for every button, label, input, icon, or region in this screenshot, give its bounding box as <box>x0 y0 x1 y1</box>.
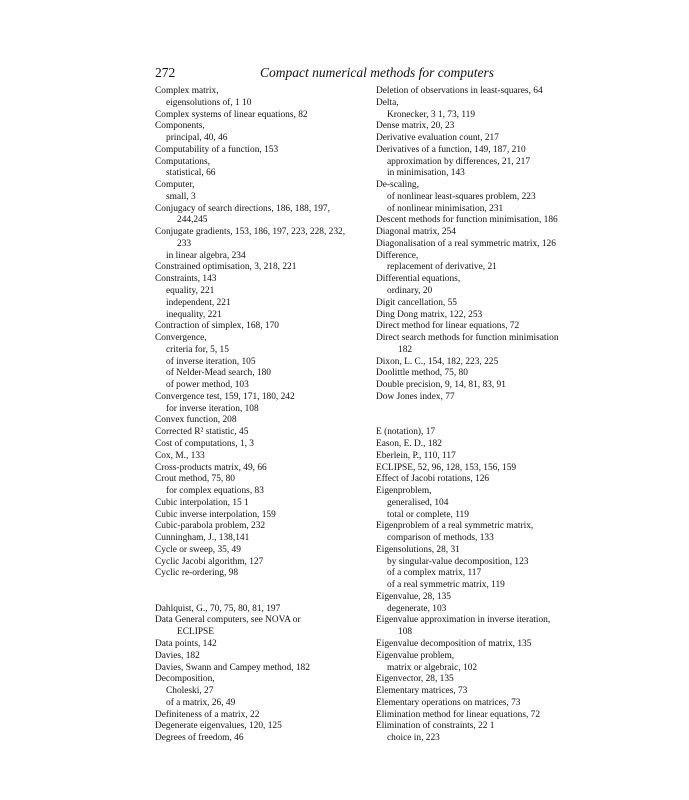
index-entry: Dow Jones index, 77 <box>376 391 455 402</box>
index-entry: Convergence test, 159, 171, 180, 242 <box>155 391 295 402</box>
index-entry: Eigenproblem of a real symmetric matrix, <box>376 521 534 532</box>
index-entry: Crout method, 75, 80 <box>155 474 235 485</box>
index-subentry: 233 <box>177 238 192 249</box>
index-subentry: Kronecker, 3 1, 73, 119 <box>387 109 476 120</box>
index-subentry: of Nelder-Mead search, 180 <box>166 368 271 379</box>
index-subentry: by singular-value decomposition, 123 <box>387 556 529 567</box>
index-subentry: of inverse iteration, 105 <box>166 356 256 367</box>
index-spacer <box>155 592 360 604</box>
index-entry: Eason, E. D., 182 <box>376 438 442 449</box>
index-entry: Digit cancellation, 55 <box>376 297 457 308</box>
index-entry: Definiteness of a matrix, 22 <box>155 709 260 720</box>
index-entry: Direct method for linear equations, 72 <box>376 321 520 332</box>
index-entry: ECLIPSE, 52, 96, 128, 153, 156, 159 <box>376 462 517 473</box>
index-subentry: of nonlinear least-squares problem, 223 <box>387 191 536 202</box>
index-subentry: statistical, 66 <box>166 168 216 179</box>
index-subentry: Choleski, 27 <box>166 686 214 697</box>
index-entry: De-scaling, <box>376 180 419 191</box>
index-subentry: independent, 221 <box>166 297 231 308</box>
index-subentry: of nonlinear minimisation, 231 <box>387 203 504 214</box>
index-subentry: small, 3 <box>166 191 196 202</box>
index-entry: Eigenvalue decomposition of matrix, 135 <box>376 638 532 649</box>
index-entry: Eberlein, P., 110, 117 <box>376 450 456 461</box>
index-entry: Double precision, 9, 14, 81, 83, 91 <box>376 380 506 391</box>
index-entry: Davies, 182 <box>155 650 200 661</box>
index-subentry: in linear algebra, 234 <box>166 250 246 261</box>
index-entry: Cross-products matrix, 49, 66 <box>155 462 267 473</box>
index-entry: Data points, 142 <box>155 638 217 649</box>
index-entry: Data General computers, see NOVA or <box>155 615 301 626</box>
index-entry: Eigensolutions, 28, 31 <box>376 544 460 555</box>
index-entry: Cox, M., 133 <box>155 450 205 461</box>
index-entry: Eigenvector, 28, 135 <box>376 674 454 685</box>
index-entry: Degrees of freedom, 46 <box>155 733 244 744</box>
index-entry: Computations, <box>155 156 210 167</box>
index-entry: Diagonal matrix, 254 <box>376 227 456 238</box>
index-spacer <box>376 404 591 416</box>
index-entry: Contraction of simplex, 168, 170 <box>155 321 279 332</box>
index-entry: Corrected R² statistic, 45 <box>155 427 249 438</box>
index-entry: Components, <box>155 121 205 132</box>
index-entry: Elementary matrices, 73 <box>376 686 468 697</box>
index-entry: Conjugate gradients, 153, 186, 197, 223, 228, 232, <box>155 227 346 238</box>
index-entry: Cubic-parabola problem, 232 <box>155 521 266 532</box>
index-subentry: for complex equations, 83 <box>166 486 264 497</box>
index-entry: Cunningham, J., 138,141 <box>155 533 250 544</box>
page-number: 272 <box>155 65 176 80</box>
index-entry: Decomposition, <box>155 674 215 685</box>
index-entry: Constraints, 143 <box>155 274 217 285</box>
index-subentry: ECLIPSE <box>177 627 214 638</box>
index-subentry: for inverse iteration, 108 <box>166 403 259 414</box>
index-entry: Eigenvalue, 28, 135 <box>376 591 451 602</box>
index-left-column <box>155 86 360 745</box>
index-entry: Direct search methods for function minimisation <box>376 333 559 344</box>
index-subentry: 182 <box>398 344 413 355</box>
index-spacer <box>155 580 360 592</box>
index-entry: Eigenvalue problem, <box>376 650 455 661</box>
index-subentry: replacement of derivative, 21 <box>387 262 497 273</box>
index-subentry: matrix or algebraic, 102 <box>387 662 478 673</box>
index-subentry: generalised, 104 <box>387 497 449 508</box>
index-subentry: 108 <box>398 627 413 638</box>
index-right-column <box>376 86 591 745</box>
index-subentry: degenerate, 103 <box>387 603 447 614</box>
index-entry: Eigenvalue approximation in inverse iteration, <box>376 615 551 626</box>
index-entry: Computer, <box>155 180 195 191</box>
index-entry: Convex function, 208 <box>155 415 237 426</box>
index-entry: Elimination of constraints, 22 1 <box>376 721 495 732</box>
index-subentry: choice in, 223 <box>387 733 440 744</box>
index-entry: E (notation), 17 <box>376 427 436 438</box>
index-entry: Conjugacy of search directions, 186, 188, 197, <box>155 203 330 214</box>
index-subentry: criteria for, 5, 15 <box>166 344 229 355</box>
index-entry: Delta, <box>376 97 399 108</box>
index-entry: Differential equations, <box>376 274 461 285</box>
index-subentry: of a real symmetric matrix, 119 <box>387 580 505 591</box>
index-entry: Dense matrix, 20, 23 <box>376 121 455 132</box>
index-subentry: equality, 221 <box>166 286 215 297</box>
index-subentry: total or complete, 119 <box>387 509 469 520</box>
index-entry: Descent methods for function minimisation, 186 <box>376 215 558 226</box>
index-entry: Computability of a function, 153 <box>155 144 279 155</box>
index-entry: Difference, <box>376 250 419 261</box>
index-entry: Cubic inverse interpolation, 159 <box>155 509 276 520</box>
index-subentry: 244,245 <box>177 215 208 226</box>
index-entry: Constrained optimisation, 3, 218, 221 <box>155 262 297 273</box>
index-entry: Complex systems of linear equations, 82 <box>155 109 308 120</box>
index-entry: Derivative evaluation count, 217 <box>376 133 499 144</box>
index-entry: Effect of Jacobi rotations, 126 <box>376 474 490 485</box>
index-entry: Cost of computations, 1, 3 <box>155 438 254 449</box>
index-subentry: eigensolutions of, 1 10 <box>166 97 252 108</box>
index-entry: Elementary operations on matrices, 73 <box>376 697 521 708</box>
index-entry: Ding Dong matrix, 122, 253 <box>376 309 483 320</box>
index-subentry: of a complex matrix, 117 <box>387 568 482 579</box>
index-entry: Derivatives of a function, 149, 187, 210 <box>376 144 526 155</box>
index-entry: Eigenproblem, <box>376 486 432 497</box>
index-entry: Degenerate eigenvalues, 120, 125 <box>155 721 282 732</box>
index-entry: Elimination method for linear equations, 72 <box>376 709 541 720</box>
index-subentry: approximation by differences, 21, 217 <box>387 156 531 167</box>
index-entry: Complex matrix, <box>155 86 219 96</box>
index-entry: Deletion of observations in least-squares, 64 <box>376 86 543 96</box>
index-entry: Doolittle method, 75, 80 <box>376 368 468 379</box>
index-entry: Davies, Swann and Campey method, 182 <box>155 662 310 673</box>
index-subentry: of power method, 103 <box>166 380 249 391</box>
index-entry: Cyclic re-ordering, 98 <box>155 568 239 579</box>
index-entry: Cubic interpolation, 15 1 <box>155 497 249 508</box>
index-entry: Dahlquist, G., 70, 75, 80, 81, 197 <box>155 603 281 614</box>
index-entry: Diagonalisation of a real symmetric matrix, 126 <box>376 238 556 249</box>
index-entry: Dixon, L. C., 154, 182, 223, 225 <box>376 356 499 367</box>
index-subentry: comparison of methods, 133 <box>387 533 494 544</box>
index-entry: Cycle or sweep, 35, 49 <box>155 544 241 555</box>
index-subentry: inequality, 221 <box>166 309 222 320</box>
index-entry: Cyclic Jacobi algorithm, 127 <box>155 556 264 567</box>
index-subentry: principal, 40, 46 <box>166 133 228 144</box>
index-subentry: ordinary, 20 <box>387 286 433 297</box>
index-spacer <box>376 415 591 427</box>
running-title: Compact numerical methods for computers <box>260 65 494 80</box>
index-subentry: of a matrix, 26, 49 <box>166 697 236 708</box>
index-subentry: in minimisation, 143 <box>387 168 465 179</box>
index-entry: Convergence, <box>155 333 207 344</box>
